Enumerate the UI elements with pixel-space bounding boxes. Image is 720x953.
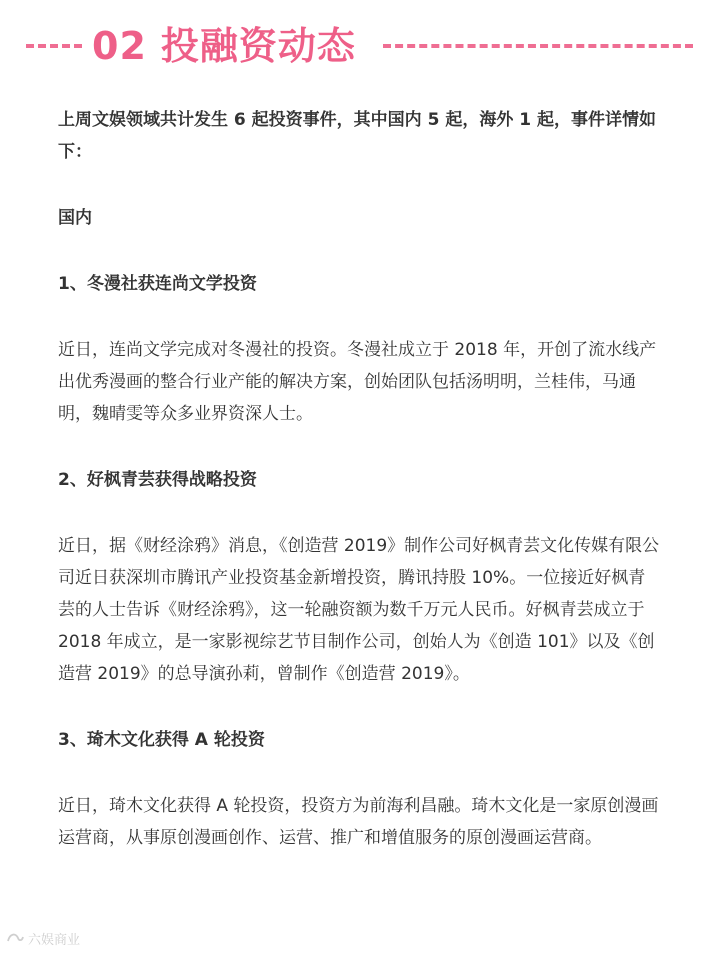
item-3-body: 近日，琦木文化获得 A 轮投资，投资方为前海利昌融。琦木文化是一家原创漫画运营商，从事原创漫画创作、运营、推广和增值服务的原创漫画运营商。: [58, 796, 659, 848]
watermark-logo-icon: [6, 931, 24, 945]
region-heading-domestic: 国内: [58, 208, 92, 228]
item-2-heading: 2、好枫青芸获得战略投资: [58, 470, 257, 490]
section-number: 02: [92, 24, 147, 68]
watermark: [6, 926, 80, 950]
item-3-heading: 3、琦木文化获得 A 轮投资: [58, 730, 265, 750]
item-2-body: 近日，据《财经涂鸦》消息，《创造营 2019》制作公司好枫青芸文化传媒有限公司近日获深圳市腾讯产业投资基金新增投资，腾讯持股 10%。一位接近好枫青芸的人士告诉《财经涂鸦》，这一轮融资额为数千万元人民币。好枫青芸成立于 2018 年成立，是一家影视综艺节目制作公司，创始人为《创造 101》以及《创造营 2019》的总导演孙莉，曾制作《创造营 2019》。: [58, 536, 660, 684]
intro-paragraph: 上周文娱领域共计发生 6 起投资事件，其中国内 5 起，海外 1 起，事件详情如下：: [58, 110, 656, 162]
section-title-text: 投融资动态: [160, 24, 356, 68]
watermark-text: 六娱商业: [28, 932, 81, 948]
item-1-heading: 1、冬漫社获连尚文学投资: [58, 274, 257, 294]
header-dash-right: [383, 44, 693, 48]
header-dash-left: [26, 44, 82, 48]
item-1-body: 近日，连尚文学完成对冬漫社的投资。冬漫社成立于 2018 年，开创了流水线产出优秀漫画的整合行业产能的解决方案，创始团队包括汤明明，兰桂伟，马通明，魏晴雯等众多业界资深人士。: [58, 340, 657, 424]
article-body: [58, 104, 662, 854]
section-header: [0, 14, 720, 78]
section-title: [92, 14, 356, 78]
